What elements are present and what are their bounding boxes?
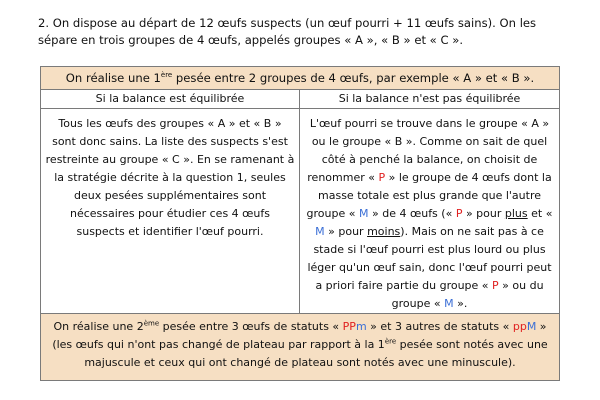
balanced-cell [41, 109, 300, 314]
m-label: M [359, 207, 369, 220]
plus-word: plus [504, 207, 528, 220]
rb-t6: » pour [324, 225, 368, 238]
status-m: M [526, 320, 537, 333]
weighing-table [40, 66, 560, 381]
unbalanced-text [304, 115, 555, 313]
status-pp-small: pp [512, 320, 527, 333]
unbalanced-title: Si la balance n'est pas équilibrée [300, 90, 560, 109]
rb-t1: L'œuf pourri se trouve dans le groupe « A » ou le groupe « B ». Comme on sait de quel côté à penché la balance, on choisit de renommer « [307, 117, 550, 184]
ft-t3: » et 3 autres de statuts « [366, 320, 513, 333]
rb-t5: et « [527, 207, 553, 220]
ft-t5: pesée sont notés avec une majuscule et ceux qui ont changé de plateau sont notés avec une minuscule). [84, 338, 548, 369]
rb-t4: » pour [462, 207, 505, 220]
p-label: P [455, 207, 463, 220]
rb-t9: ». [453, 297, 468, 310]
rb-t2: » le groupe de 4 œufs dont la masse totale est plus grande que l'autre groupe « [306, 171, 552, 220]
rb-t7: ). Mais on ne sait pas à ce stade si l'œuf pourri est plus lourd ou plus léger qu'un œuf sain, donc l'œuf pourri peut a priori faire partie du groupe « [307, 225, 552, 292]
first-weighing-header [41, 67, 560, 90]
header-text-1: On réalise une 1 [65, 71, 161, 85]
question-text: 2. On dispose au départ de 12 œufs suspects (un œuf pourri + 11 œufs sains). On les sépare en trois groupes de 4 œufs, appelés groupes « A », « B » et « C ». [38, 16, 537, 47]
moins-word: moins [367, 225, 401, 238]
header-text-2: pesée entre 2 groupes de 4 œufs, par exemple « A » et « B ». [172, 71, 535, 85]
rb-t3: » de 4 œufs (« [368, 207, 456, 220]
balanced-text: Tous les œufs des groupes « A » et « B » sont donc sains. La liste des suspects s'est restreinte au groupe « C ». En se ramenant à la stratégie décrite à la question 1, seules deux pesées supplémentaires sont nécessaires pour étudier ces 4 œufs suspects et identifier l'œuf pourri. [45, 117, 295, 238]
unbalanced-cell [300, 109, 560, 314]
p-label: P [492, 279, 499, 292]
ft-t2: pesée entre 3 œufs de statuts « [159, 320, 343, 333]
header-sup: ère [160, 71, 173, 80]
ft-sup1: ème [143, 319, 160, 328]
balanced-title: Si la balance est équilibrée [41, 90, 300, 109]
m-label: M [444, 297, 454, 310]
rb-t8: » ou du groupe « [391, 279, 544, 310]
second-weighing-footer [41, 314, 560, 381]
ft-t4: » (les œufs qui n'ont pas changé de plateau par rapport à la 1 [52, 320, 547, 351]
status-pp: PP [342, 320, 356, 333]
p-label: P [378, 171, 386, 184]
ft-t1: On réalise une 2 [53, 320, 144, 333]
status-m-small: m [355, 320, 367, 333]
m-label: M [315, 225, 325, 238]
ft-sup2: ère [384, 337, 397, 346]
